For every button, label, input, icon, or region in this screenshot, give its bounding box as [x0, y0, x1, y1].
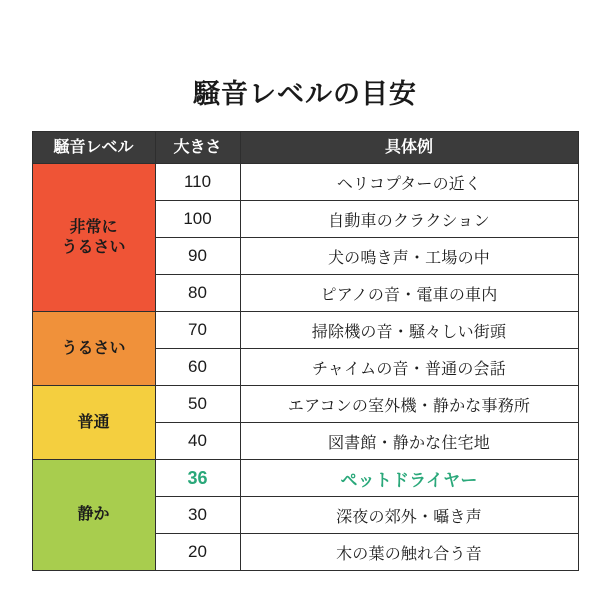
- level-group-cell: 静か: [32, 460, 155, 571]
- level-group-cell: 非常に うるさい: [32, 164, 155, 312]
- noise-value-cell: 100: [155, 201, 240, 238]
- noise-value-cell: 110: [155, 164, 240, 201]
- page-title: 騒音レベルの目安: [193, 79, 417, 109]
- noise-example-cell: ピアノの音・電車の車内: [240, 275, 578, 312]
- noise-example-cell: 図書館・静かな住宅地: [240, 423, 578, 460]
- noise-example-cell: 掃除機の音・騒々しい街頭: [240, 312, 578, 349]
- column-header-example: 具体例: [240, 132, 578, 164]
- table-row: [32, 386, 578, 423]
- noise-value-cell: 30: [155, 497, 240, 534]
- level-group-cell: うるさい: [32, 312, 155, 386]
- noise-example-cell: エアコンの室外機・静かな事務所: [240, 386, 578, 423]
- noise-example-cell: 木の葉の触れ合う音: [240, 534, 578, 571]
- table-header-row: [32, 132, 578, 164]
- noise-value-cell: 36: [155, 460, 240, 497]
- noise-example-cell: 犬の鳴き声・工場の中: [240, 238, 578, 275]
- noise-value-cell: 50: [155, 386, 240, 423]
- noise-level-table: [32, 131, 579, 571]
- noise-value-cell: 90: [155, 238, 240, 275]
- noise-example-cell: 深夜の郊外・囁き声: [240, 497, 578, 534]
- column-header-value: 大きさ: [155, 132, 240, 164]
- table-header: [32, 132, 578, 164]
- table-row: [32, 164, 578, 201]
- table-row: [32, 460, 578, 497]
- noise-value-cell: 40: [155, 423, 240, 460]
- noise-example-cell: ペットドライヤー: [240, 460, 578, 497]
- noise-level-table-wrapper: [32, 131, 579, 571]
- column-header-level: 騒音レベル: [32, 132, 155, 164]
- table-body: [32, 164, 578, 571]
- level-group-cell: 普通: [32, 386, 155, 460]
- noise-example-cell: 自動車のクラクション: [240, 201, 578, 238]
- table-row: [32, 312, 578, 349]
- noise-example-cell: チャイムの音・普通の会話: [240, 349, 578, 386]
- noise-value-cell: 70: [155, 312, 240, 349]
- noise-value-cell: 80: [155, 275, 240, 312]
- noise-example-cell: ヘリコプターの近く: [240, 164, 578, 201]
- noise-value-cell: 20: [155, 534, 240, 571]
- noise-value-cell: 60: [155, 349, 240, 386]
